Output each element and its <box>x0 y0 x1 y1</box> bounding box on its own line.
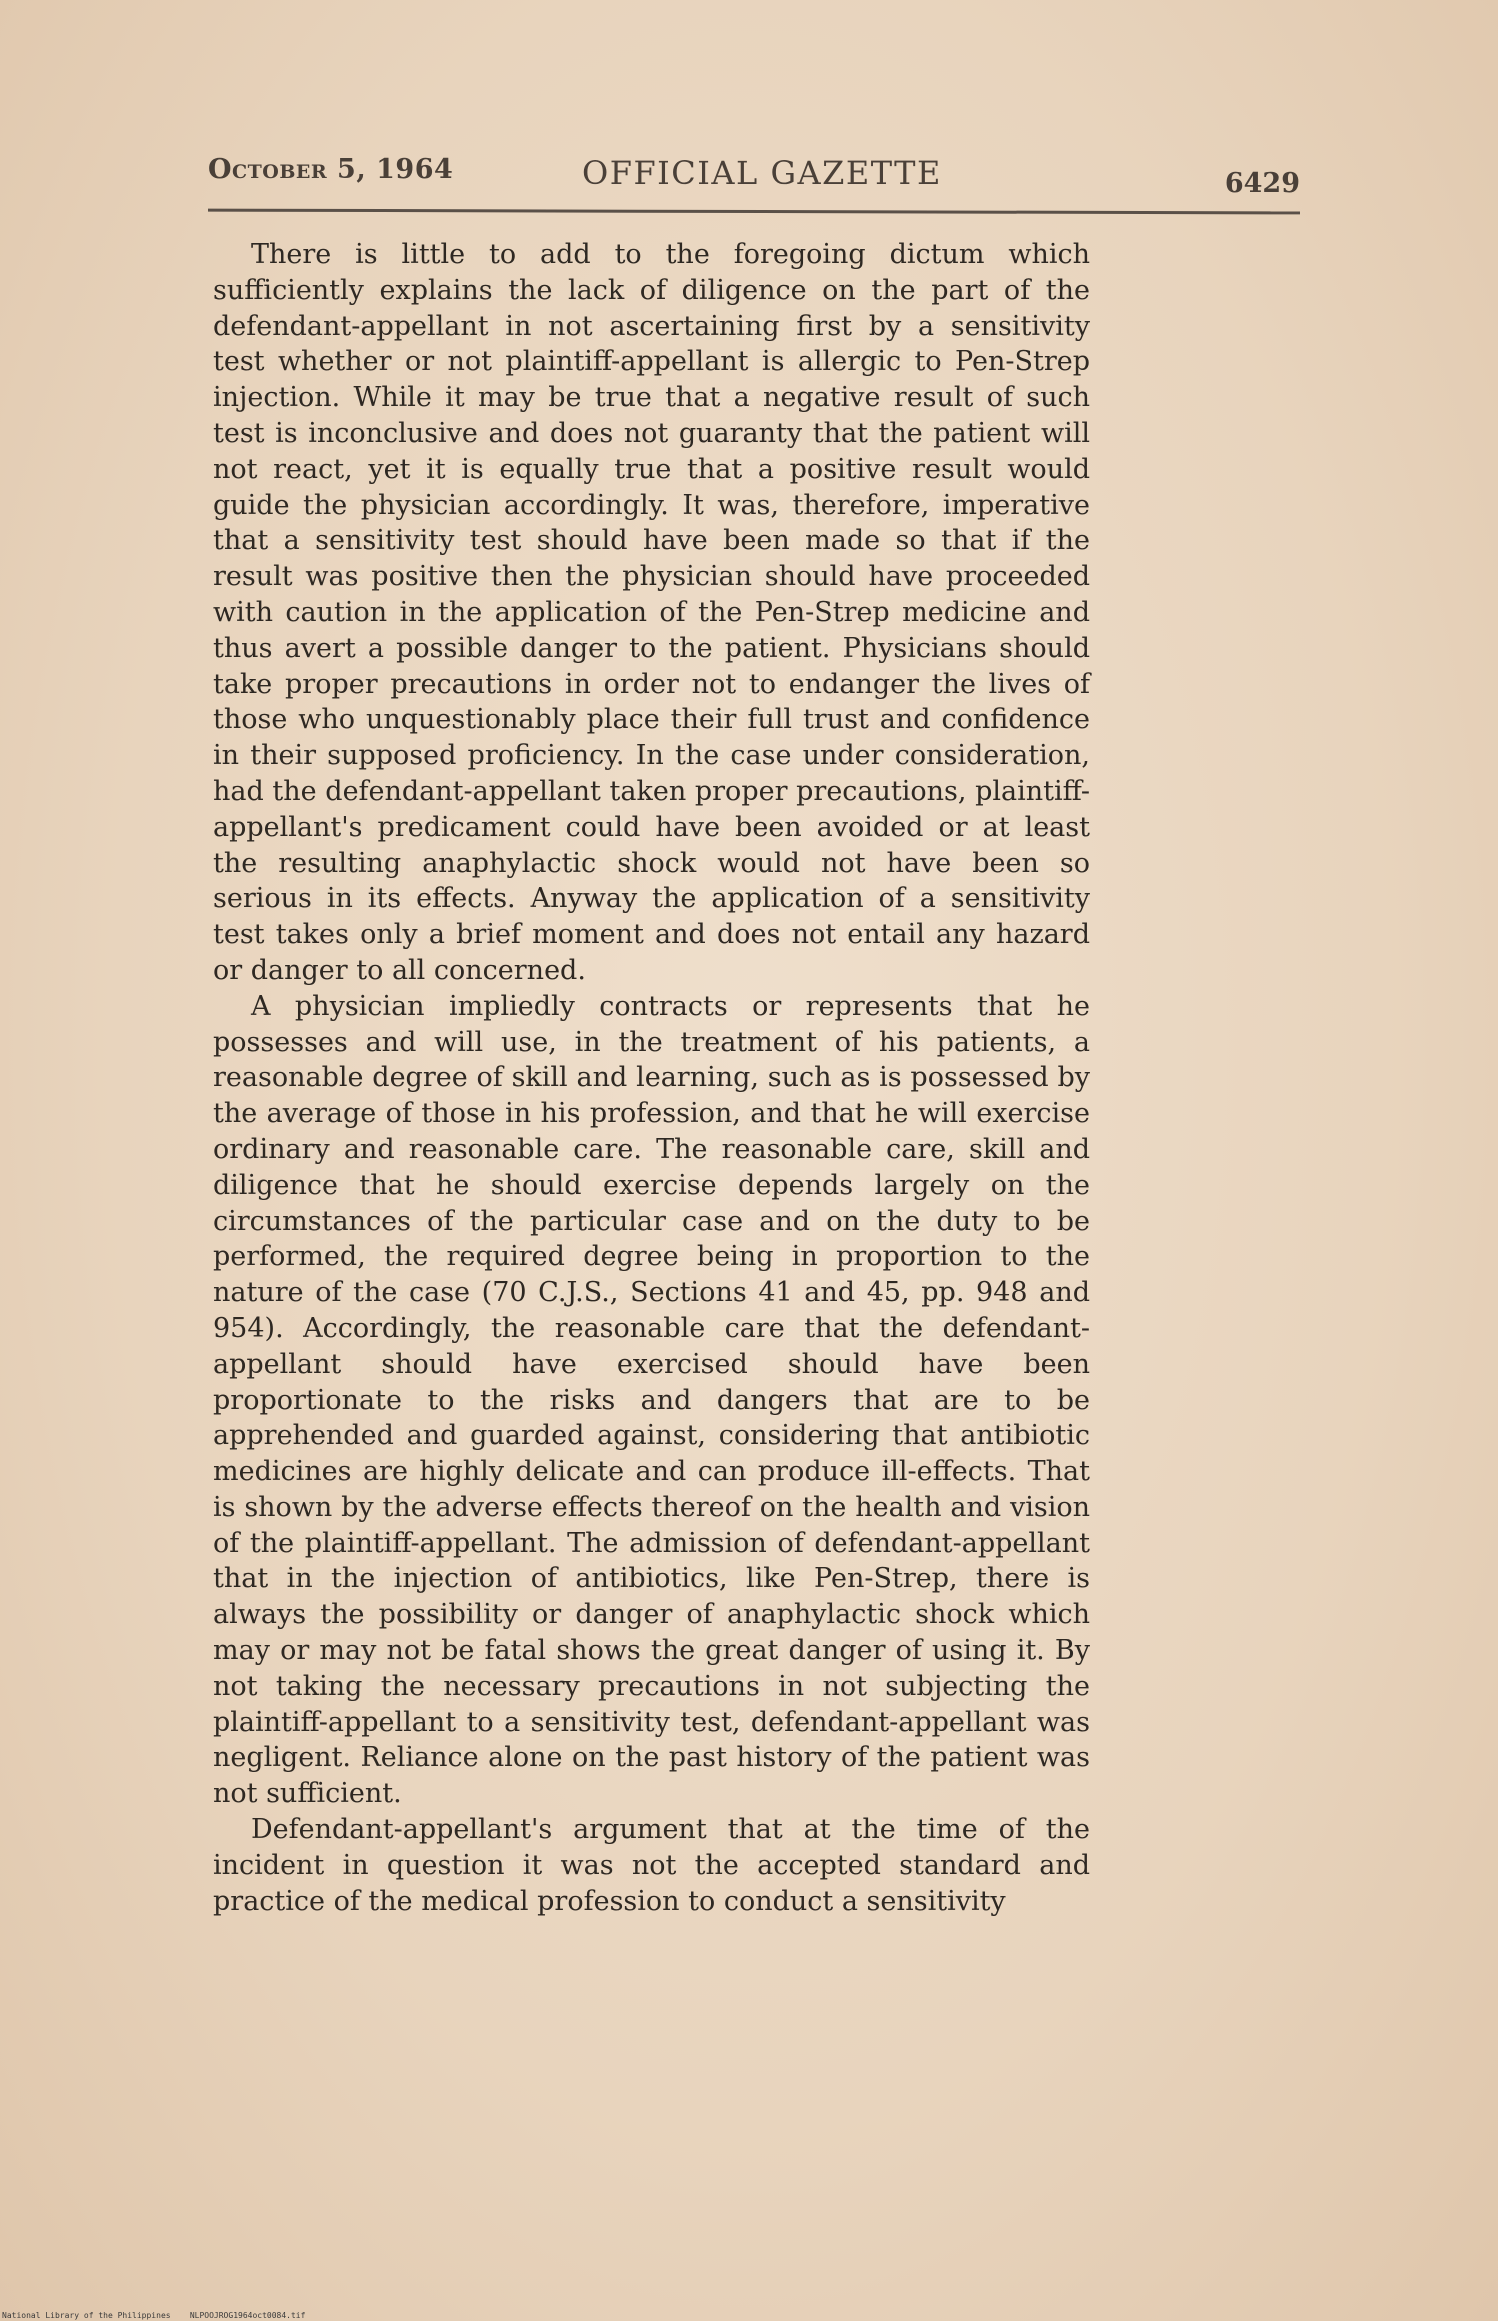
page-header <box>208 150 1300 200</box>
scan-footer <box>2 2311 305 2320</box>
paragraph: There is little to add to the foregoing dictum which sufficiently explains the lack of diligence on the part of the defendant-appellant in not ascertaining first by a sensitivity test whether or not plaintiff-appellant is allergic to Pen-Strep injection. While it may be true that a negative result of such test is inconclusive and does not guaranty that the patient will not react, yet it is equally true that a positive result would guide the physician accordingly. It was, therefore, imperative that a sensitivity test should have been made so that if the result was positive then the physician should have proceeded with caution in the application of the Pen-Strep medicine and thus avert a possible danger to the patient. Physicians should take proper precautions in order not to endanger the lives of those who unquestionably place their full trust and confidence in their supposed proficiency. In the case under consideration, had the defendant-appellant taken proper precautions, plaintiff-appellant's predicament could have been avoided or at least the resulting anaphylactic shock would not have been so serious in its effects. Anyway the application of a sensitivity test takes only a brief moment and does not entail any hazard or danger to all concerned. <box>213 239 1090 986</box>
publication-title: OFFICIAL GAZETTE <box>582 154 942 192</box>
issue-date: October 5, 1964 <box>208 154 454 185</box>
header-rule <box>208 209 1300 215</box>
page-number: 6429 <box>1224 168 1300 199</box>
paragraph: Defendant-appellant's argument that at the time of the incident in question it was not the accepted standard and practice of the medical profession to conduct a sensitivity <box>213 1814 1090 1917</box>
paragraph: A physician impliedly contracts or represents that he possesses and will use, in the treatment of his patients, a reasonable degree of skill and learning, such as is possessed by the average of those in his profession, and that he will exercise ordinary and reasonable care. The reasonable care, skill and diligence that he should exercise depends largely on the circumstances of the particular case and on the duty to be performed, the required degree being in proportion to the nature of the case (70 C.J.S., Sections 41 and 45, pp. 948 and 954). Accordingly, the reasonable care that the defendant-appellant should have exercised should have been proportionate to the risks and dangers that are to be apprehended and guarded against, considering that antibiotic medicines are highly delicate and can produce ill-effects. That is shown by the adverse effects thereof on the health and vision of the plaintiff-appellant. The admission of defendant-appellant that in the injection of antibiotics, like Pen-Strep, there is always the possibility or danger of anaphylactic shock which may or may not be fatal shows the great danger of using it. By not taking the necessary precautions in not subjecting the plaintiff-appellant to a sensitivity test, defendant-appellant was negligent. Reliance alone on the past history of the patient was not sufficient. <box>213 990 1090 1810</box>
footer-file-id: NLPOOJROG1964oct0084.tif <box>189 2311 306 2320</box>
body-text <box>213 237 1090 1919</box>
footer-library: National Library of the Philippines <box>2 2311 171 2320</box>
